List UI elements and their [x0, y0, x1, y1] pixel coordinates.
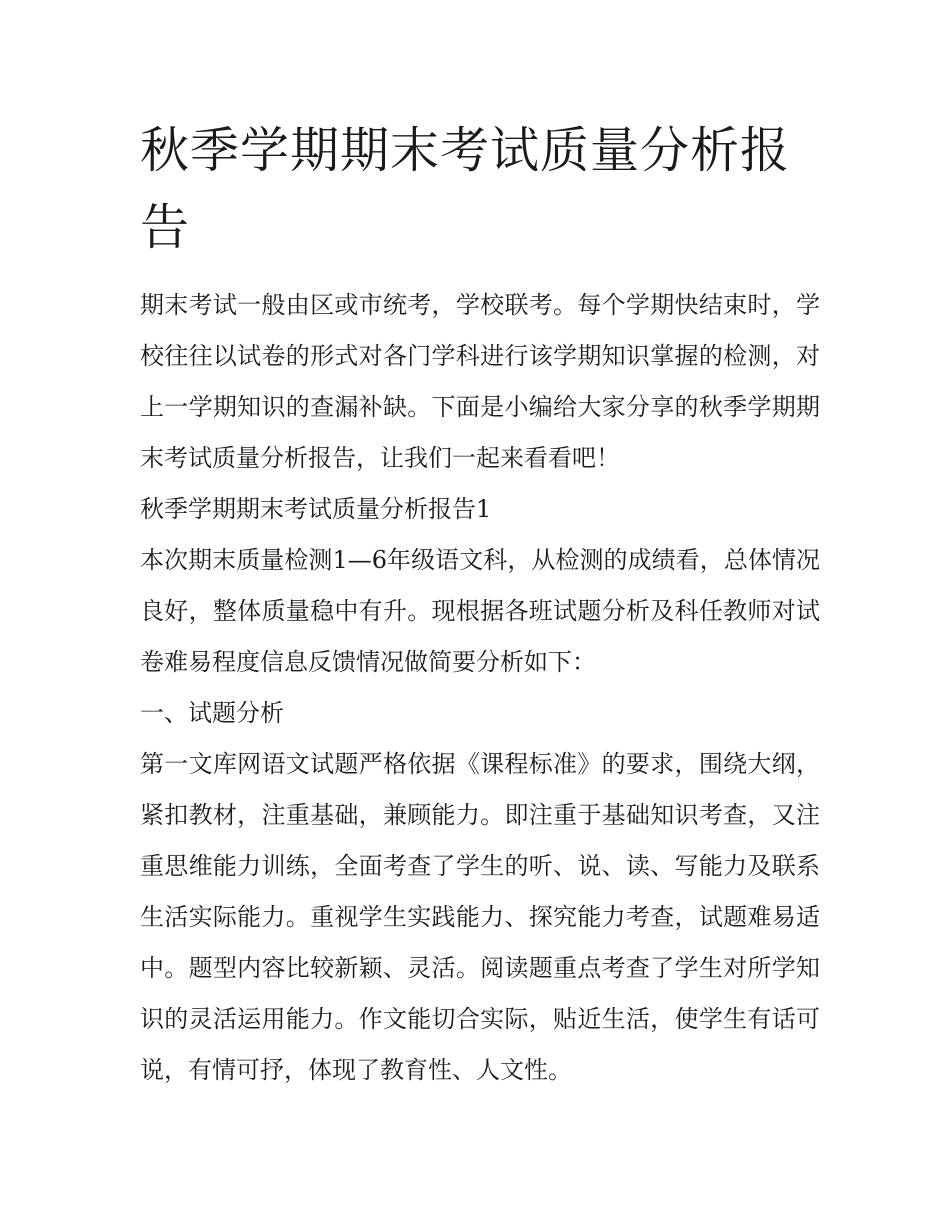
- section-heading: 一、试题分析: [140, 699, 284, 727]
- report-heading: 秋季学期期末考试质量分析报告1: [140, 495, 492, 523]
- overview-paragraph: 本次期末质量检测1—6年级语文科，从检测的成绩看，总体情况良好，整体质量稳中有升。现根据各班试题分析及科任教师对试卷难易程度信息反馈情况做简要分析如下：: [140, 546, 820, 676]
- intro-paragraph: 期末考试一般由区或市统考，学校联考。每个学期快结束时，学校往往以试卷的形式对各门学科进行该学期知识掌握的检测，对上一学期知识的查漏补缺。下面是小编给大家分享的秋季学期期末考试质量分析报告，让我们一起来看看吧！: [140, 291, 820, 472]
- document-title: 秋季学期期末考试质量分析报告: [140, 122, 791, 256]
- document-page: [140, 112, 820, 1096]
- analysis-paragraph: 第一文库网语文试题严格依据《课程标准》的要求，围绕大纲，紧扣教材，注重基础，兼顾能力。即注重于基础知识考查，又注重思维能力训练，全面考查了学生的听、说、读、写能力及联系生活实际能力。重视学生实践能力、探究能力考查，试题难易适中。题型内容比较新颖、灵活。阅读题重点考查了学生对所学知识的灵活运用能力。作文能切合实际，贴近生活，使学生有话可说，有情可抒，体现了教育性、人文性。: [140, 750, 820, 1084]
